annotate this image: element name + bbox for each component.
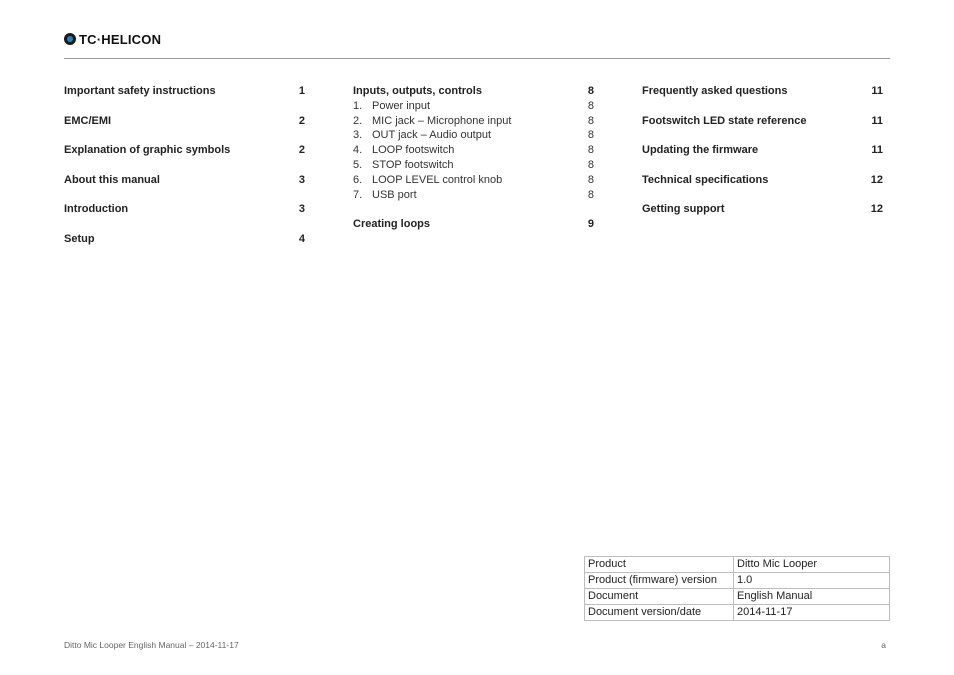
- toc-subentry-number: 5.: [353, 158, 363, 171]
- toc-entry-page: 8: [587, 85, 594, 97]
- toc-entry-page: 9: [587, 218, 594, 231]
- toc-column-2: [353, 84, 594, 232]
- header-rule: [64, 58, 890, 59]
- table-key: Document version/date: [585, 605, 734, 621]
- toc-subentry-title: STOP footswitch: [372, 158, 454, 171]
- toc-subentry[interactable]: [353, 128, 594, 143]
- logo-text: TC·HELICON: [79, 31, 162, 47]
- toc-subentry-page: 8: [587, 173, 594, 186]
- toc-entry-title: Technical specifications: [642, 173, 769, 186]
- toc-entry-page: 4: [298, 232, 305, 245]
- toc-entry[interactable]: [642, 143, 883, 158]
- toc-subentry-page: 8: [587, 144, 594, 157]
- toc-entry[interactable]: [353, 84, 594, 99]
- toc-subentry[interactable]: [353, 188, 594, 203]
- toc-entry-page: 11: [871, 85, 883, 97]
- toc-entry-title: Frequently asked questions: [642, 85, 788, 97]
- table-value: 1.0: [734, 573, 890, 589]
- toc-subentry-title: OUT jack – Audio output: [372, 129, 492, 142]
- footer-document-label: Ditto Mic Looper English Manual – 2014-11-17: [64, 640, 239, 650]
- toc-subentry[interactable]: [353, 173, 594, 188]
- toc-entry[interactable]: [64, 143, 305, 158]
- toc-subentry-number: 7.: [353, 188, 363, 201]
- toc-subentry-number: 6.: [353, 173, 363, 186]
- toc-subentry[interactable]: [353, 114, 594, 129]
- table-key: Document: [585, 589, 734, 605]
- toc-subentry-title: MIC jack – Microphone input: [372, 114, 512, 127]
- table-key: Product: [585, 557, 734, 573]
- table-key: Product (firmware) version: [585, 573, 734, 589]
- toc-subentry-number: 1.: [353, 99, 363, 112]
- toc-subentry-title: USB port: [372, 188, 417, 201]
- toc-column-3: [642, 84, 883, 217]
- toc-entry-page: 3: [298, 203, 305, 216]
- toc-entry-title: Getting support: [642, 203, 725, 216]
- toc-entry-page: 12: [870, 173, 883, 186]
- toc-entry-page: 12: [870, 203, 883, 216]
- toc-entry-title: Creating loops: [353, 218, 431, 231]
- table-row: [585, 557, 890, 573]
- toc-entry-title: Important safety instructions: [64, 85, 216, 97]
- toc-entry-title: Setup: [64, 232, 95, 245]
- toc-entry-page: 2: [298, 144, 305, 157]
- toc-subentry[interactable]: [353, 99, 594, 114]
- toc-subentry-title: Power input: [372, 99, 431, 112]
- toc-subentry-number: 3.: [353, 129, 363, 142]
- toc-subentry-page: 8: [587, 158, 594, 171]
- toc-entry[interactable]: [64, 232, 305, 247]
- toc-subentry-title: LOOP LEVEL control knob: [372, 173, 503, 186]
- toc-entry-title: EMC/EMI: [64, 114, 112, 127]
- table-value: 2014-11-17: [734, 605, 890, 621]
- toc-entry-title: Inputs, outputs, controls: [353, 85, 482, 97]
- toc-subentry-page: 8: [587, 129, 594, 142]
- toc-entry-title: Explanation of graphic symbols: [64, 144, 231, 157]
- toc-subentry[interactable]: [353, 158, 594, 173]
- toc-entry[interactable]: [642, 202, 883, 217]
- toc-entry[interactable]: [64, 114, 305, 129]
- toc-entry[interactable]: [64, 173, 305, 188]
- tc-helicon-logo-icon: [64, 33, 76, 45]
- toc-subentry-title: LOOP footswitch: [372, 144, 455, 157]
- toc-subentry-page: 8: [587, 114, 594, 127]
- toc-column-1: [64, 84, 305, 247]
- toc-entry-page: 1: [298, 85, 305, 97]
- toc-subentry-number: 4.: [353, 144, 363, 157]
- toc-entry[interactable]: [642, 173, 883, 188]
- table-value: English Manual: [734, 589, 890, 605]
- toc-subentry-number: 2.: [353, 114, 363, 127]
- toc-entry-page: 11: [871, 144, 883, 157]
- toc-entry[interactable]: [353, 217, 594, 232]
- toc-entry-title: Footswitch LED state reference: [642, 114, 807, 127]
- table-value: Ditto Mic Looper: [734, 557, 890, 573]
- toc-subentry[interactable]: [353, 143, 594, 158]
- toc-entry[interactable]: [64, 84, 305, 99]
- toc-entry-title: Introduction: [64, 203, 129, 216]
- table-row: [585, 589, 890, 605]
- toc-entry-page: 11: [871, 114, 883, 127]
- toc-subentry-page: 8: [587, 188, 594, 201]
- toc-entry-title: Updating the firmware: [642, 144, 759, 157]
- toc-subentry-page: 8: [587, 99, 594, 112]
- toc-entry[interactable]: [642, 114, 883, 129]
- footer-page-number: a: [881, 640, 886, 650]
- tc-helicon-logo: [64, 30, 161, 48]
- toc-entry[interactable]: [642, 84, 883, 99]
- toc-entry-title: About this manual: [64, 173, 160, 186]
- toc-entry-page: 3: [298, 173, 305, 186]
- table-row: [585, 573, 890, 589]
- toc-entry-page: 2: [298, 114, 305, 127]
- document-info-table: [584, 556, 890, 621]
- table-row: [585, 605, 890, 621]
- toc-entry[interactable]: [64, 202, 305, 217]
